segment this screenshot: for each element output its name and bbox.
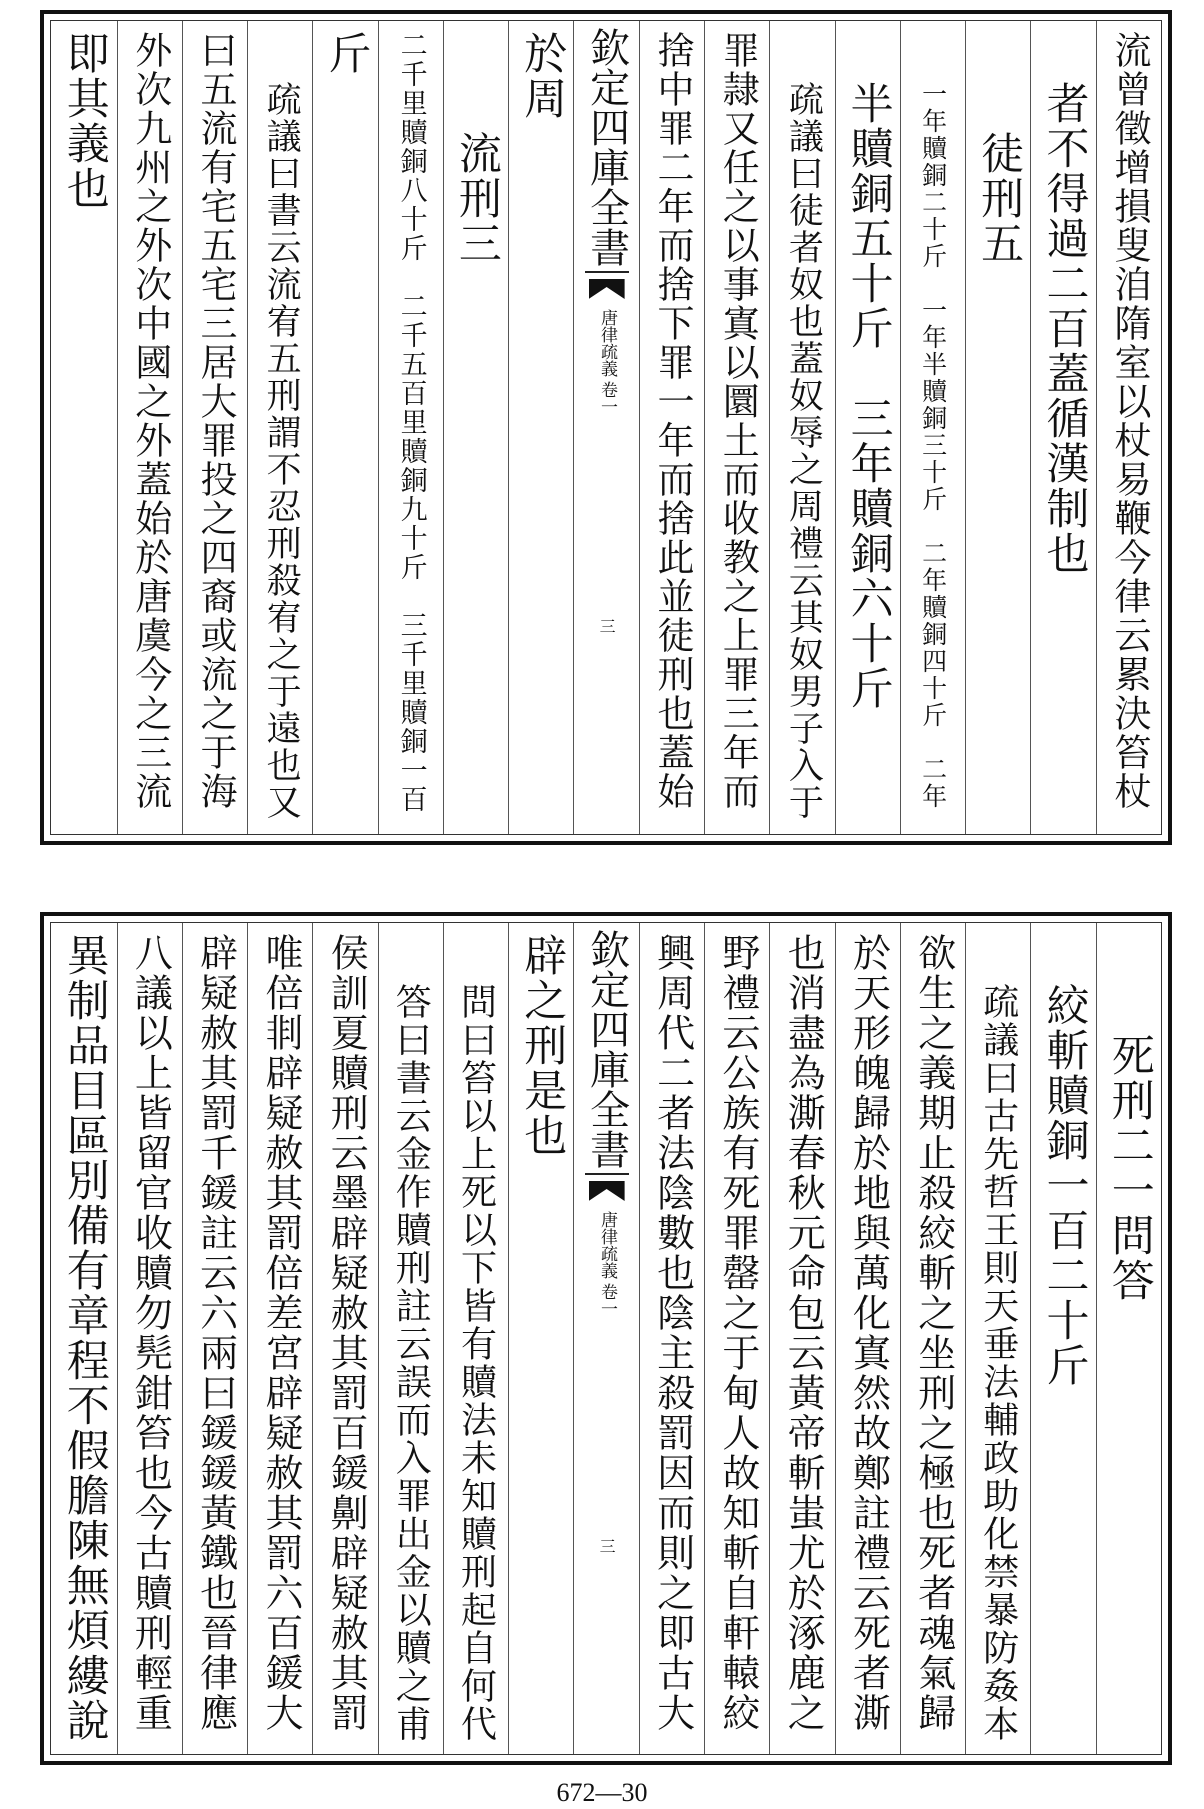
- text-line: 八議以上皆留官收贖勿髡鉗笞也今古贖刑輕重: [128, 933, 173, 1733]
- text-column: [1096, 923, 1161, 1754]
- text-column: [378, 21, 443, 834]
- fishtail-mark-icon: [589, 1181, 625, 1201]
- text-line: 捨中罪二年而捨下罪一年而捨此並徒刑也蓋始: [651, 31, 695, 811]
- text-line: 疏議曰徒者奴也蓋奴辱之周禮云其奴男子入于: [783, 81, 824, 821]
- text-line: 也消盡為澌春秋元命包云黃帝斬蚩尤於涿鹿之: [781, 933, 826, 1733]
- bottom_panel-center-column: [573, 923, 638, 1754]
- text-column: [378, 923, 443, 1754]
- text-column: [835, 21, 900, 834]
- text-line: 侯訓夏贖刑云墨辟疑赦其罰百鍰劓辟疑赦其罰: [324, 933, 369, 1733]
- text-column: [900, 923, 965, 1754]
- text-column: [965, 923, 1030, 1754]
- text-line: 絞斬贖銅一百二十斤: [1039, 983, 1090, 1388]
- text-line: 流刑三: [451, 131, 502, 266]
- text-column: [247, 21, 312, 834]
- text-column: [51, 923, 116, 1754]
- text-line: 流曾徵增損叟洎隋室以杖易鞭今律云累決笞杖: [1107, 31, 1151, 811]
- text-line: 曰五流有宅五宅三居大罪投之四裔或流之于海: [194, 31, 238, 811]
- text-line: 欲生之義期止殺絞斬之坐刑之極也死者魂氣歸: [911, 933, 956, 1733]
- text-column: [704, 923, 769, 1754]
- center-title: 欽定四庫全書: [585, 27, 629, 273]
- text-line: 外次九州之外次中國之外蓋始於唐虞今之三流: [128, 31, 172, 811]
- top-inner-frame: [50, 20, 1162, 835]
- text-line: 罪隷又任之以事寘以圜土而收教之上罪三年而: [716, 31, 760, 811]
- text-column: [704, 21, 769, 834]
- text-line: 疏議曰古先哲王則天垂法輔政助化禁暴防姦本: [977, 983, 1019, 1743]
- text-line: 疏議曰書云流宥五刑謂不忍刑殺宥之于遠也又: [261, 81, 302, 821]
- text-line: 者不得過二百蓋循漢制也: [1039, 81, 1090, 576]
- text-line: 半贖銅五十斤 三年贖銅六十斤: [843, 81, 894, 711]
- center-subtitle: 唐律疏義: [596, 1211, 617, 1279]
- center-title: 欽定四庫全書: [585, 929, 629, 1175]
- text-column: [508, 21, 573, 834]
- bottom-page-panel: [40, 912, 1172, 1765]
- text-line: 徒刑五: [974, 131, 1025, 266]
- text-line: 辟疑赦其罰千鍰註云六兩曰鍰鍰黃鐵也晉律應: [193, 933, 238, 1733]
- top_panel-center-column: [573, 21, 638, 834]
- text-column: [835, 923, 900, 1754]
- fishtail-mark-icon: [589, 279, 625, 299]
- text-column: [312, 21, 377, 834]
- text-column: [51, 21, 116, 834]
- text-column: [965, 21, 1030, 834]
- text-column: [769, 21, 834, 834]
- text-column: [312, 923, 377, 1754]
- text-column: [900, 21, 965, 834]
- text-column: [1030, 923, 1095, 1754]
- text-line: 即其義也: [59, 31, 110, 211]
- text-line: 死刑二一問答: [1104, 1033, 1155, 1303]
- text-line: 興周代二者法陰數也陰主殺罰因而則之即古大: [650, 933, 695, 1733]
- center-volume: 卷一: [596, 1283, 617, 1317]
- text-line: 辟之刑是也: [517, 933, 568, 1158]
- folio-number: 三: [597, 618, 617, 634]
- text-column: [443, 21, 508, 834]
- text-line: 野禮云公族有死罪罄之于甸人故知斬自軒轅絞: [715, 933, 760, 1733]
- text-line: 於天形魄歸於地與萬化寘然故鄭註禮云死者澌: [846, 933, 891, 1733]
- center-volume: 卷一: [596, 381, 617, 415]
- text-line: 一年贖銅二十斤 一年半贖銅三十斤 二年贖銅四十斤 二年: [918, 81, 948, 810]
- text-column: [769, 923, 834, 1754]
- text-column: [182, 21, 247, 834]
- bottom-inner-frame: [50, 922, 1162, 1755]
- page-number: 672—30: [556, 1778, 648, 1807]
- text-column: [182, 923, 247, 1754]
- text-column: [639, 21, 704, 834]
- top-text-columns: [51, 21, 1161, 834]
- text-line: 二千里贖銅八十斤 二千五百里贖銅九十斤 三千里贖銅一百: [395, 31, 427, 814]
- text-column: [247, 923, 312, 1754]
- top-page-panel: [40, 10, 1172, 845]
- text-line: 答曰書云金作贖刑註云誤而入罪出金以贖之甫: [390, 983, 432, 1743]
- text-line: 問曰笞以上死以下皆有贖法未知贖刑起自何代: [455, 983, 497, 1743]
- text-column: [443, 923, 508, 1754]
- text-line: 斤: [321, 31, 372, 76]
- center-subtitle: 唐律疏義: [596, 309, 617, 377]
- text-column: [508, 923, 573, 1754]
- text-column: [1030, 21, 1095, 834]
- folio-number: 三: [597, 1538, 617, 1554]
- text-line: 唯倍剕辟疑赦其罰倍差宮辟疑赦其罰六百鍰大: [258, 933, 303, 1733]
- text-column: [639, 923, 704, 1754]
- text-column: [117, 923, 182, 1754]
- text-line: 異制品目區別備有章程不假膽陳無煩縷說: [59, 933, 110, 1743]
- text-line: 於周: [517, 31, 568, 121]
- text-column: [117, 21, 182, 834]
- text-column: [1096, 21, 1161, 834]
- bottom-text-columns: [51, 923, 1161, 1754]
